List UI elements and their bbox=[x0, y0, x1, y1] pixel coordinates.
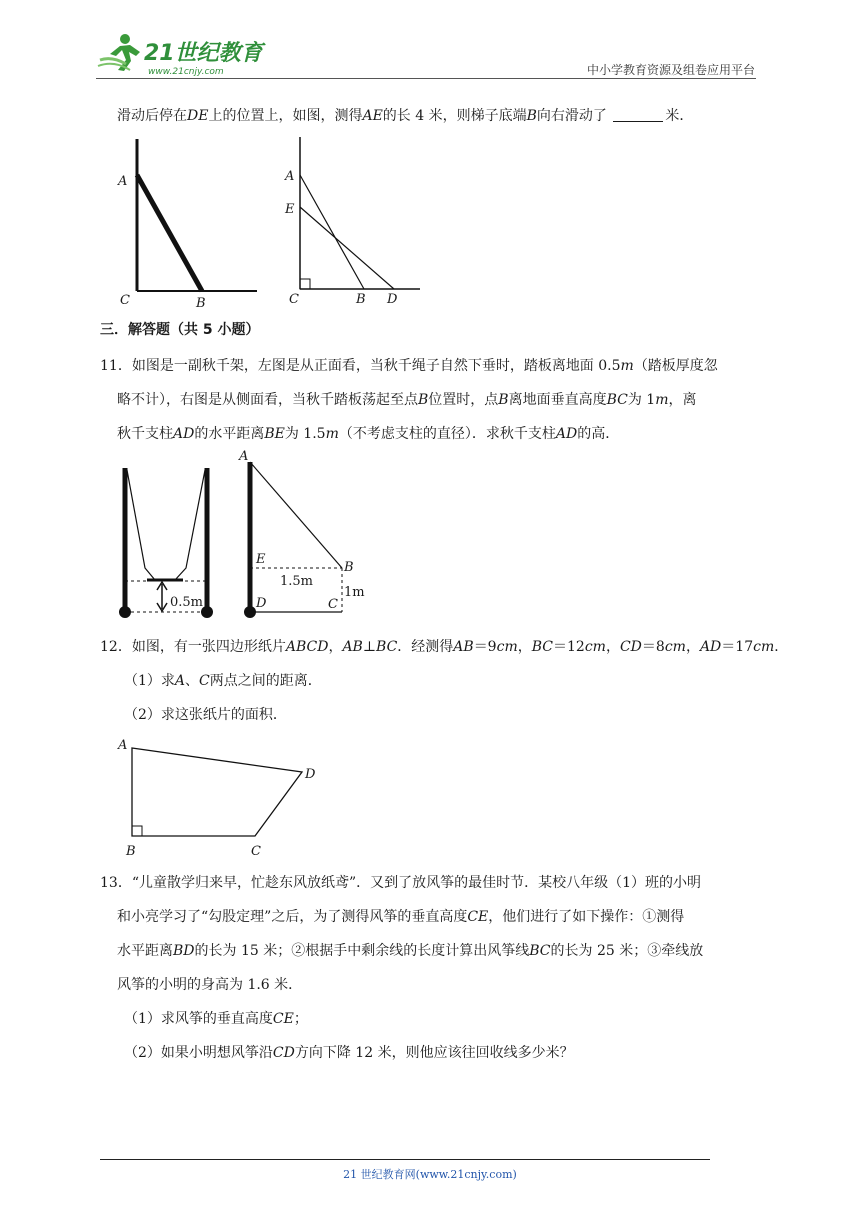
logo-text: 21世纪教育 bbox=[144, 41, 263, 66]
unit: m bbox=[655, 392, 669, 408]
q12-sub-2: （2）求这张纸片的面积． bbox=[124, 707, 287, 723]
text: 的长为 25 米；③牵线放 bbox=[550, 943, 704, 959]
label-c: C bbox=[328, 597, 338, 612]
var-ae: AE bbox=[362, 108, 383, 124]
header-divider bbox=[96, 78, 756, 79]
text: 的长为 15 米；②根据手中剩余线的长度计算出风筝线 bbox=[194, 943, 530, 959]
label-d: D bbox=[256, 596, 267, 611]
unit: cm bbox=[584, 639, 606, 655]
unit: m bbox=[620, 358, 634, 374]
text: 位置时，点 bbox=[428, 392, 499, 408]
text: ， bbox=[328, 639, 343, 655]
var: CD bbox=[272, 1045, 295, 1061]
text: （不考虑支柱的直径）．求秋千支柱 bbox=[338, 426, 556, 442]
text: ⊥ bbox=[362, 639, 377, 655]
q11-line-1 bbox=[100, 356, 718, 376]
text: 秋千支柱 bbox=[117, 426, 173, 442]
text: 离地面垂直高度 bbox=[508, 392, 607, 408]
quadrilateral-abcd bbox=[132, 748, 302, 836]
q11-line-2 bbox=[117, 390, 697, 410]
runner-icon bbox=[98, 34, 140, 71]
var: C bbox=[199, 673, 210, 689]
text: 的长 4 米，则梯子底端 bbox=[382, 108, 527, 124]
label-d: D bbox=[387, 292, 398, 307]
label-e: E bbox=[285, 202, 295, 217]
label-b: B bbox=[126, 844, 136, 859]
text: ．经测得 bbox=[397, 639, 454, 655]
text: （1）求风筝的垂直高度 bbox=[124, 1011, 273, 1027]
footer-link[interactable]: 21 世纪教育网(www.21cnjy.com) bbox=[343, 1168, 517, 1181]
var: BD bbox=[173, 943, 195, 959]
swing-rope bbox=[127, 470, 205, 580]
label-a: A bbox=[118, 174, 128, 189]
swing-front-figure bbox=[110, 460, 220, 620]
var: CD bbox=[619, 639, 642, 655]
label-e: E bbox=[256, 552, 266, 567]
var-de: DE bbox=[187, 108, 209, 124]
quadrilateral-figure bbox=[112, 734, 327, 859]
q13-line-2 bbox=[117, 907, 684, 927]
height-label: 0.5m bbox=[170, 595, 204, 610]
q10-text-line bbox=[117, 106, 693, 126]
text: 的水平距离 bbox=[194, 426, 265, 442]
text: ＝17 bbox=[721, 639, 754, 655]
text: （踏板厚度忽 bbox=[633, 358, 718, 374]
var: AD bbox=[555, 426, 578, 442]
label-a: A bbox=[239, 449, 249, 464]
label-a: A bbox=[285, 169, 295, 184]
q13-sub-1 bbox=[124, 1009, 308, 1029]
text: 11．如图是一副秋千架，左图是从正面看，当秋千绳子自然下垂时，踏板离地面 0.5 bbox=[100, 358, 621, 374]
var: CE bbox=[467, 909, 489, 925]
ladder-figure-1 bbox=[110, 135, 270, 310]
text: ； bbox=[293, 1011, 308, 1027]
var: BC bbox=[531, 639, 553, 655]
label-bc-length: 1m bbox=[344, 585, 365, 600]
var: BE bbox=[264, 426, 285, 442]
text: 和小亮学习了“勾股定理”之后，为了测得风筝的垂直高度 bbox=[117, 909, 468, 925]
text: ， bbox=[685, 639, 700, 655]
answer-blank[interactable] bbox=[613, 107, 663, 122]
text: ＝9 bbox=[473, 639, 497, 655]
text: ． bbox=[774, 639, 789, 655]
text: ，他们进行了如下操作：①测得 bbox=[488, 909, 685, 925]
header-platform-text: 中小学教育资源及组卷应用平台 bbox=[586, 63, 755, 77]
q13-line-3 bbox=[117, 941, 703, 961]
site-logo bbox=[96, 30, 266, 80]
right-angle-mark bbox=[300, 279, 310, 289]
var: A bbox=[174, 673, 186, 689]
right-angle-mark bbox=[132, 826, 142, 836]
text: 为 1 bbox=[627, 392, 656, 408]
text: 方向下降 12 米，则他应该往回收线多少米？ bbox=[294, 1045, 574, 1061]
text: 上的位置上，如图，测得 bbox=[208, 108, 363, 124]
label-b: B bbox=[356, 292, 366, 307]
segment-ed bbox=[300, 207, 394, 289]
unit: m bbox=[325, 426, 339, 442]
var: B bbox=[498, 392, 509, 408]
text: ， bbox=[517, 639, 532, 655]
label-c: C bbox=[289, 292, 299, 307]
text: 、 bbox=[185, 673, 200, 689]
q13-line-4: 风筝的小明的身高为 1.6 米． bbox=[117, 977, 303, 993]
ladder-figure-2 bbox=[280, 135, 430, 310]
footer-divider bbox=[100, 1159, 710, 1160]
text: 的高． bbox=[577, 426, 620, 442]
q12-line-1 bbox=[100, 637, 788, 657]
q11-line-3 bbox=[117, 424, 619, 444]
section-title: 三．解答题（共 5 小题） bbox=[100, 322, 260, 338]
unit: cm bbox=[664, 639, 686, 655]
label-be-length: 1.5m bbox=[280, 574, 314, 589]
var: AB bbox=[342, 639, 363, 655]
ladder-line bbox=[137, 175, 202, 291]
label-c: C bbox=[120, 293, 130, 308]
text: ＝12 bbox=[553, 639, 585, 655]
var: ABCD bbox=[285, 639, 329, 655]
unit: cm bbox=[753, 639, 775, 655]
var: BC bbox=[529, 943, 551, 959]
text: ，离 bbox=[668, 392, 697, 408]
text: 米． bbox=[665, 108, 694, 124]
segment-ab bbox=[300, 175, 364, 289]
var: BC bbox=[606, 392, 628, 408]
text: ＝8 bbox=[641, 639, 665, 655]
text: 水平距离 bbox=[117, 943, 173, 959]
text: （1）求 bbox=[124, 673, 175, 689]
label-c: C bbox=[251, 844, 261, 859]
var: AD bbox=[699, 639, 722, 655]
label-a: A bbox=[118, 738, 128, 753]
var: CE bbox=[272, 1011, 294, 1027]
text: 为 1.5 bbox=[284, 426, 326, 442]
var-b: B bbox=[526, 108, 537, 124]
text: 略不计），右图是从侧面看，当秋千踏板荡起至点 bbox=[117, 392, 418, 408]
text: 12．如图，有一张四边形纸片 bbox=[100, 639, 286, 655]
text: 两点之间的距离． bbox=[209, 673, 322, 689]
var: BC bbox=[376, 639, 398, 655]
var: AD bbox=[173, 426, 195, 442]
text: （2）如果小明想风筝沿 bbox=[124, 1045, 273, 1061]
text: 滑动后停在 bbox=[117, 108, 187, 124]
logo-url: www.21cnjy.com bbox=[148, 67, 224, 77]
label-b: B bbox=[344, 560, 354, 575]
q13-sub-2 bbox=[124, 1043, 574, 1063]
text: ， bbox=[605, 639, 620, 655]
var: AB bbox=[453, 639, 474, 655]
text: 向右滑动了 bbox=[536, 108, 607, 124]
swing-side-figure bbox=[232, 448, 372, 623]
q13-line-1: 13．“儿童散学归来早，忙趁东风放纸鸢”．又到了放风筝的最佳时节．某校八年级（1）班的小明 bbox=[100, 875, 702, 891]
q12-sub-1 bbox=[124, 671, 322, 691]
unit: cm bbox=[496, 639, 518, 655]
var: B bbox=[418, 392, 429, 408]
label-d: D bbox=[305, 767, 316, 782]
label-b: B bbox=[196, 296, 206, 310]
